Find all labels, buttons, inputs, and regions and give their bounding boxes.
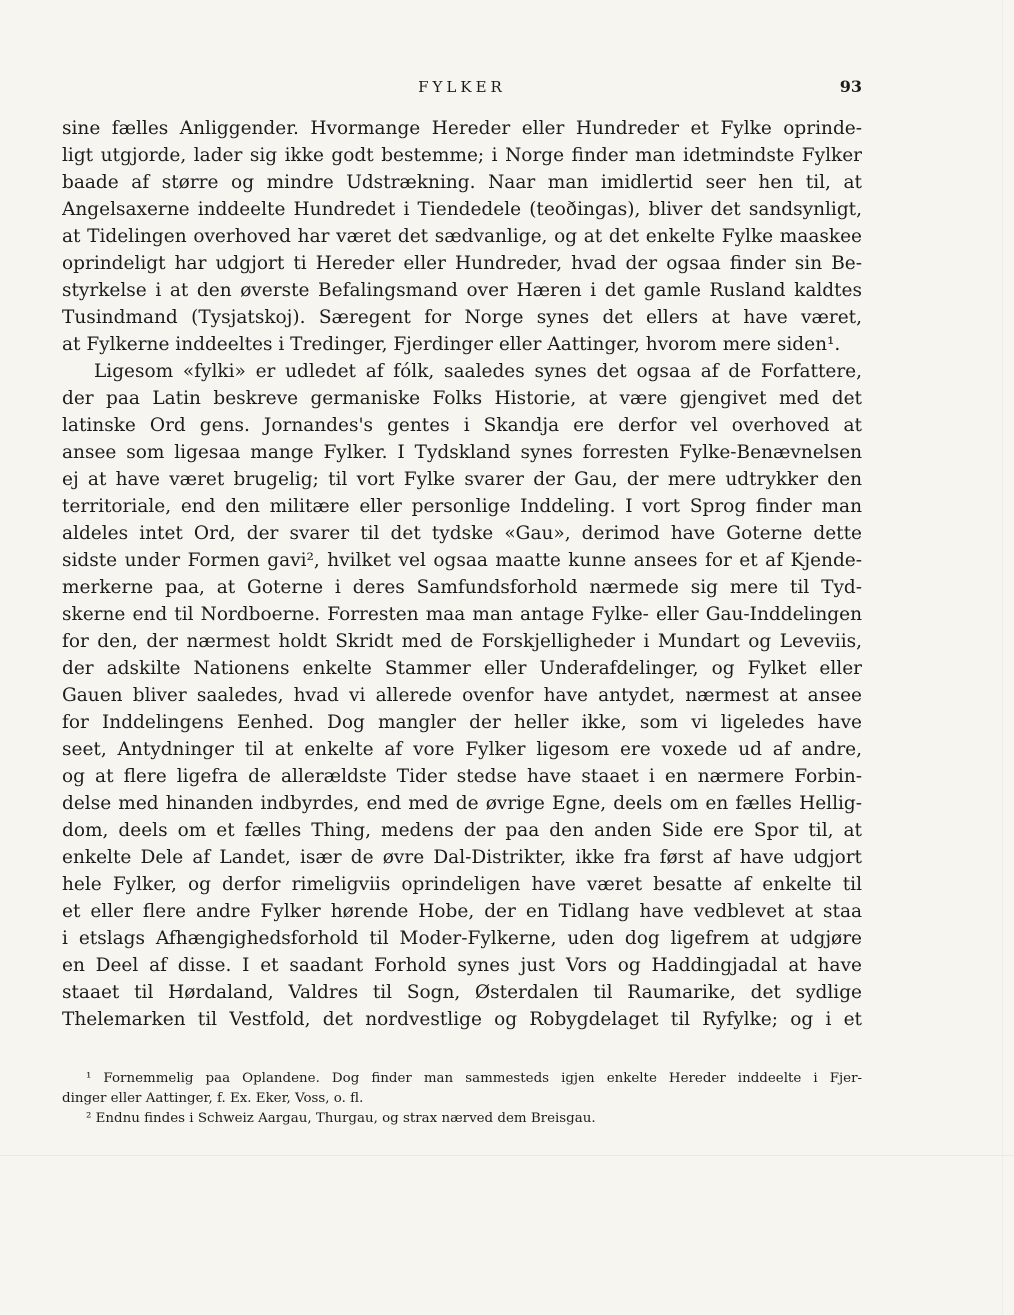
- body-line: der paa Latin beskreve germaniske Folks Historie, at være gjengivet med det: [62, 388, 862, 409]
- body-line: hele Fylker, og derfor rimeligviis oprindeligen have været besatte af enkelte til: [62, 874, 862, 895]
- body-line: enkelte Dele af Landet, især de øvre Dal-Distrikter, ikke fra først af have udgjort: [62, 847, 862, 868]
- body-line: en Deel af disse. I et saadant Forhold synes just Vors og Haddingjadal at have: [62, 955, 862, 976]
- footnote-1-line: dinger eller Aattinger, f. Ex. Eker, Voss, o. fl.: [62, 1091, 364, 1106]
- body-line: styrkelse i at den øverste Befalingsmand over Hæren i det gamle Rusland kaldtes: [62, 280, 862, 301]
- body-line: Gauen bliver saaledes, hvad vi allerede ovenfor have antydet, nærmest at ansee: [62, 685, 862, 706]
- scan-edge-line: [1002, 0, 1003, 1315]
- body-line: seet, Antydninger til at enkelte af vore Fylker ligesom ere voxede ud af andre,: [62, 739, 862, 760]
- body-line: delse med hinanden indbyrdes, end med de øvrige Egne, deels om en fælles Hellig-: [62, 793, 862, 814]
- body-text: [62, 115, 862, 1033]
- body-line: sine fælles Anliggender. Hvormange Hereder eller Hundreder et Fylke oprinde-: [62, 118, 862, 139]
- body-line: ansee som ligesaa mange Fylker. I Tydskland synes forresten Fylke-Benævnelsen: [62, 442, 862, 463]
- body-line: territoriale, end den militære eller personlige Inddeling. I vort Sprog finder man: [62, 496, 862, 517]
- body-line: for Inddelingens Eenhed. Dog mangler der heller ikke, som vi ligeledes have: [62, 712, 862, 733]
- running-title: FYLKER: [418, 78, 506, 96]
- body-line: der adskilte Nationens enkelte Stammer eller Underafdelinger, og Fylket eller: [62, 658, 862, 679]
- body-line: baade af større og mindre Udstrækning. Naar man imidlertid seer hen til, at: [62, 172, 862, 193]
- body-line: at Tidelingen overhoved har været det sædvanlige, og at det enkelte Fylke maaskee: [62, 226, 862, 247]
- footnotes: [62, 1069, 862, 1129]
- body-line: merkerne paa, at Goterne i deres Samfundsforhold nærmede sig mere til Tyd-: [62, 577, 862, 598]
- body-line: staaet til Hørdaland, Valdres til Sogn, Østerdalen til Raumarike, det sydlige: [62, 982, 862, 1003]
- body-line: oprindeligt har udgjort ti Hereder eller Hundreder, hvad der ogsaa finder sin Be-: [62, 253, 862, 274]
- body-line: sidste under Formen gavi², hvilket vel ogsaa maatte kunne ansees for et af Kjende-: [62, 550, 862, 571]
- body-line: ligt utgjorde, lader sig ikke godt bestemme; i Norge finder man idetmindste Fylker: [62, 145, 862, 166]
- body-line: Tusindmand (Tysjatskoj). Særegent for Norge synes det ellers at have været,: [62, 307, 862, 328]
- page-number: 93: [839, 77, 862, 96]
- body-line: et eller flere andre Fylker hørende Hobe, der en Tidlang have vedblevet at staa: [62, 901, 862, 922]
- footnote-1-line: ¹ Fornemmelig paa Oplandene. Dog finder man sammesteds igjen enkelte Hereder inddeelte i Fjer-: [86, 1071, 862, 1086]
- scan-artifact-rule: [0, 1155, 1014, 1156]
- body-line: Angelsaxerne inddeelte Hundredet i Tiendedele (teoðingas), bliver det sandsynligt,: [62, 199, 862, 220]
- body-line: for den, der nærmest holdt Skridt med de Forskjelligheder i Mundart og Leveviis,: [62, 631, 862, 652]
- body-line: Thelemarken til Vestfold, det nordvestlige og Robygdelaget til Ryfylke; og i et: [62, 1009, 862, 1030]
- body-line: ej at have været brugelig; til vort Fylke svarer der Gau, der mere udtrykker den: [62, 469, 862, 490]
- running-head: [62, 74, 862, 100]
- body-line: latinske Ord gens. Jornandes's gentes i Skandja ere derfor vel overhoved at: [62, 415, 862, 436]
- footnote-2-line: ² Endnu findes i Schweiz Aargau, Thurgau, og strax nærved dem Breisgau.: [86, 1111, 596, 1126]
- body-line: dom, deels om et fælles Thing, medens der paa den anden Side ere Spor til, at: [62, 820, 862, 841]
- body-line: skerne end til Nordboerne. Forresten maa man antage Fylke- eller Gau-Inddelingen: [62, 604, 862, 625]
- body-line: og at flere ligefra de allerældste Tider stedse have staaet i en nærmere Forbin-: [62, 766, 862, 787]
- body-line: i etslags Afhængighedsforhold til Moder-Fylkerne, uden dog ligefrem at udgjøre: [62, 928, 862, 949]
- body-line: aldeles intet Ord, der svarer til det tydske «Gau», derimod have Goterne dette: [62, 523, 862, 544]
- body-line: at Fylkerne inddeeltes i Tredinger, Fjerdinger eller Aattinger, hvorom mere siden¹.: [62, 334, 841, 355]
- paragraph-start-line: Ligesom «fylki» er udledet af fólk, saaledes synes det ogsaa af de Forfattere,: [94, 361, 862, 382]
